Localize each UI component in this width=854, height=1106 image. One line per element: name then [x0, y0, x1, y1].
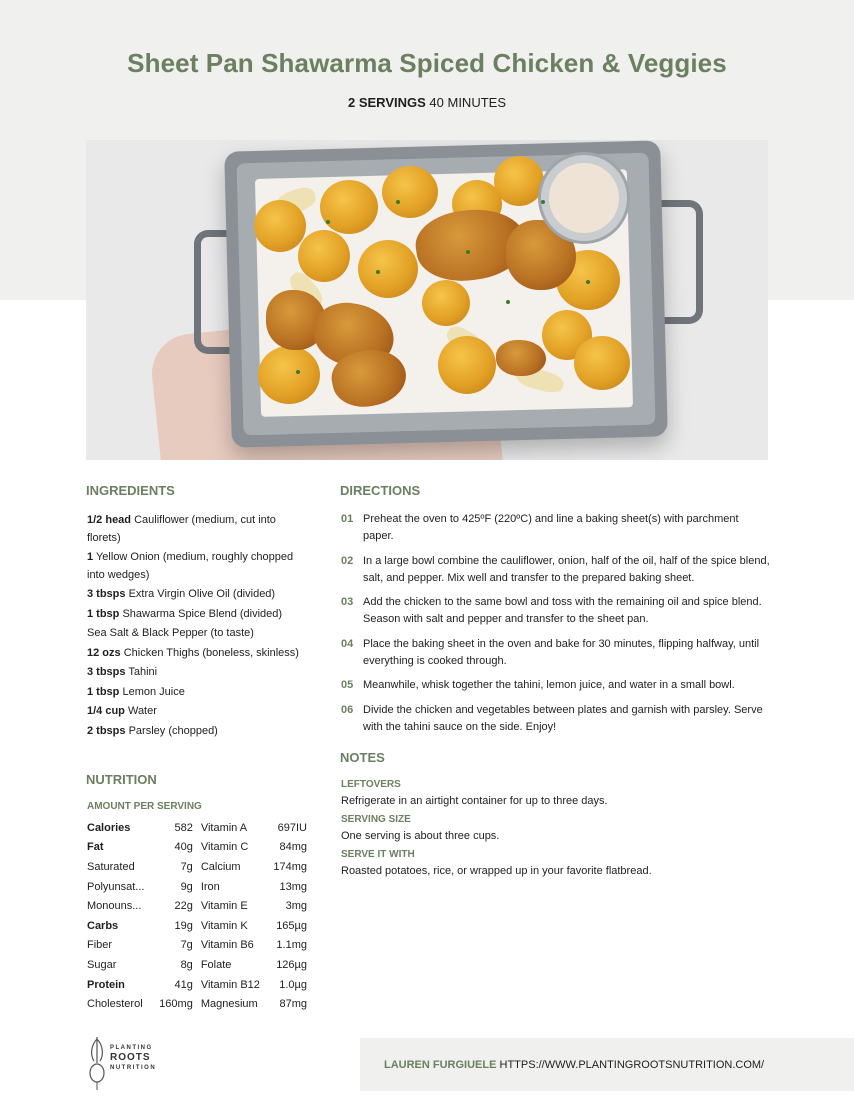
nutrition-row	[87, 838, 307, 858]
nutrient-name: Carbs	[87, 919, 119, 932]
parsley	[376, 270, 380, 274]
step-text: Preheat the oven to 425ºF (220ºC) and line a baking sheet(s) with parchment paper.	[363, 513, 739, 542]
ingredient-amount: 1 tbsp	[87, 607, 120, 620]
vitamin-name: Vitamin B6	[200, 939, 254, 952]
step-number: 05	[341, 679, 354, 691]
nutrient-value: 40g	[174, 841, 193, 854]
ingredient-amount: 3 tbsps	[87, 666, 126, 678]
vitamin-name: Folate	[200, 958, 232, 971]
vitamin-value: 13mg	[279, 880, 307, 893]
note-label: SERVING SIZE	[341, 814, 411, 825]
ingredient-item	[87, 664, 307, 682]
step-number: 01	[341, 513, 354, 525]
direction-step	[341, 702, 771, 736]
cauliflower-floret	[298, 230, 350, 282]
ingredient-amount: 1 tbsp	[87, 685, 120, 698]
nutrient-value: 7g	[180, 939, 193, 952]
direction-step	[341, 594, 771, 628]
ingredient-name: Sea Salt & Black Pepper (to taste)	[87, 627, 254, 639]
nutrition-row	[87, 857, 307, 877]
cauliflower-floret	[358, 240, 418, 298]
vitamin-value: 165µg	[276, 919, 307, 932]
vitamin-value: 126µg	[276, 958, 307, 971]
recipe-photo	[86, 140, 768, 460]
parsley	[326, 220, 330, 224]
nutrient-value: 8g	[180, 958, 193, 971]
notes-list	[341, 778, 771, 883]
ingredient-name: Cauliflower (medium, cut into florets)	[87, 514, 276, 544]
nutrient-name: Monouns...	[87, 900, 142, 913]
nutrient-name: Fiber	[87, 939, 113, 952]
cook-time: 40 MINUTES	[429, 95, 506, 110]
step-text: Add the chicken to the same bowl and toss with the remaining oil and spice blend. Season with salt and pepper and transfer to the sheet pan.	[363, 596, 762, 625]
note-text: Roasted potatoes, rice, or wrapped up in your favorite flatbread.	[341, 865, 652, 877]
recipe-title: Sheet Pan Shawarma Spiced Chicken & Veggies	[127, 48, 727, 78]
ingredient-name: Chicken Thighs (boneless, skinless)	[123, 646, 299, 659]
nutrient-value: 9g	[180, 880, 193, 893]
parsley	[396, 200, 400, 204]
parsley	[586, 280, 590, 284]
ingredient-item	[87, 606, 307, 624]
author-name: LAUREN FURGIUELE	[384, 1059, 497, 1071]
vitamin-value: 1.1mg	[276, 939, 307, 952]
parsley	[541, 200, 545, 204]
note-text: Refrigerate in an airtight container for up to three days.	[341, 795, 608, 807]
ingredient-amount: 3 tbsps	[87, 588, 126, 600]
logo-line-3: NUTRITION	[110, 1065, 157, 1071]
cauliflower-floret	[258, 346, 320, 404]
vitamin-name: Vitamin A	[200, 821, 248, 834]
directions-list	[341, 511, 771, 743]
recipe-meta	[0, 95, 854, 110]
ingredients-list	[87, 512, 307, 742]
cauliflower-floret	[382, 166, 438, 218]
ingredient-item	[87, 645, 307, 663]
ingredients-heading: INGREDIENTS	[86, 483, 175, 498]
cauliflower-floret	[438, 336, 496, 394]
nutrient-value: 41g	[174, 978, 193, 991]
nutrient-value: 19g	[174, 919, 193, 932]
vitamin-value: 697IU	[277, 821, 307, 834]
note-text: One serving is about three cups.	[341, 830, 500, 842]
step-text: Meanwhile, whisk together the tahini, lemon juice, and water in a small bowl.	[363, 679, 735, 691]
ingredient-item	[87, 512, 307, 547]
parsley	[296, 370, 300, 374]
parsley	[466, 250, 470, 254]
step-number: 06	[341, 703, 354, 716]
vitamin-name: Vitamin B12	[200, 978, 260, 991]
logo-line-1: PLANTING	[110, 1045, 153, 1051]
vitamin-name: Vitamin K	[200, 919, 248, 932]
nutrient-value: 22g	[174, 900, 193, 913]
note-label: SERVE IT WITH	[341, 849, 415, 860]
nutrition-subheading: AMOUNT PER SERVING	[87, 801, 202, 812]
website-link[interactable]: HTTPS://WWW.PLANTINGROOTSNUTRITION.COM/	[499, 1059, 765, 1071]
vitamin-value: 84mg	[279, 841, 307, 854]
nutrition-row	[87, 955, 307, 975]
nutrient-value: 160mg	[159, 998, 193, 1011]
cauliflower-floret	[494, 156, 544, 206]
nutrition-row	[87, 818, 307, 838]
nutrient-value: 7g	[180, 860, 193, 873]
step-number: 04	[341, 637, 354, 650]
vitamin-value: 1.0µg	[279, 978, 307, 991]
nutrition-row	[87, 916, 307, 936]
cauliflower-floret	[254, 200, 306, 252]
chicken-thigh	[496, 340, 546, 376]
nutrient-name: Protein	[87, 978, 125, 991]
nutrient-name: Calories	[87, 821, 131, 834]
ingredient-item	[87, 703, 307, 721]
ingredient-name: Parsley (chopped)	[128, 724, 218, 737]
logo-wordmark	[110, 1043, 156, 1073]
nutrient-name: Polyunsat...	[87, 880, 145, 893]
direction-step	[341, 553, 771, 587]
direction-step	[341, 636, 771, 670]
radish-icon	[86, 1035, 108, 1091]
vitamin-name: Vitamin E	[200, 900, 248, 913]
vitamin-name: Iron	[200, 880, 220, 893]
ingredient-name: Water	[127, 705, 157, 717]
note-label: LEFTOVERS	[341, 779, 401, 790]
vitamin-name: Calcium	[200, 860, 241, 873]
servings: 2 SERVINGS	[348, 95, 426, 110]
nutrient-value: 582	[174, 821, 193, 834]
nutrition-heading: NUTRITION	[86, 772, 157, 787]
ingredient-name: Lemon Juice	[122, 685, 185, 698]
vitamin-name: Magnesium	[200, 998, 258, 1011]
ingredient-name: Shawarma Spice Blend (divided)	[122, 607, 283, 620]
tahini-bowl	[538, 152, 630, 244]
nutrient-name: Sugar	[87, 958, 117, 971]
vitamin-value: 87mg	[279, 998, 307, 1011]
nutrition-row	[87, 896, 307, 916]
planting-roots-logo	[86, 1035, 166, 1091]
nutrition-row	[87, 936, 307, 956]
ingredient-item	[87, 684, 307, 702]
ingredient-item	[87, 625, 307, 643]
ingredient-amount: 1/4 cup	[87, 705, 125, 717]
direction-step	[341, 677, 771, 694]
ingredient-amount: 1/2 head	[87, 514, 132, 526]
ingredient-item	[87, 723, 307, 741]
step-text: Divide the chicken and vegetables between plates and garnish with parsley. Serve with the tahini sauce on the side. Enjoy!	[363, 703, 763, 733]
nutrition-row	[87, 994, 307, 1014]
logo-line-2: ROOTS	[110, 1052, 151, 1063]
ingredient-item	[87, 549, 307, 584]
cauliflower-floret	[320, 180, 378, 234]
cauliflower-floret	[574, 336, 630, 390]
ingredient-amount: 12 ozs	[87, 646, 121, 659]
parsley	[506, 300, 510, 304]
nutrition-row	[87, 877, 307, 897]
ingredient-amount: 2 tbsps	[87, 724, 126, 737]
step-number: 03	[341, 596, 354, 608]
nutrient-name: Cholesterol	[87, 998, 143, 1011]
step-text: In a large bowl combine the cauliflower, onion, half of the oil, half of the spice blend, salt, and pepper. Mix well and transfer to the prepared baking sheet.	[363, 554, 770, 584]
vitamin-name: Vitamin C	[200, 841, 249, 854]
step-text: Place the baking sheet in the oven and bake for 30 minutes, flipping halfway, until everything is cooked through.	[363, 637, 760, 667]
nutrition-table	[87, 818, 307, 1014]
ingredient-name: Yellow Onion (medium, roughly chopped into wedges)	[87, 551, 294, 581]
tahini-sauce	[549, 163, 619, 233]
direction-step	[341, 511, 771, 545]
vitamin-value: 174mg	[273, 860, 307, 873]
directions-heading: DIRECTIONS	[340, 483, 421, 498]
ingredient-name: Extra Virgin Olive Oil (divided)	[128, 588, 276, 600]
cauliflower-floret	[422, 280, 470, 326]
nutrition-row	[87, 975, 307, 995]
ingredient-amount: 1	[87, 551, 94, 563]
nutrient-name: Saturated	[87, 860, 135, 873]
ingredient-name: Tahini	[128, 666, 158, 678]
step-number: 02	[341, 554, 354, 567]
footer	[384, 1059, 764, 1071]
vitamin-value: 3mg	[285, 900, 307, 913]
notes-heading: NOTES	[340, 750, 385, 765]
nutrient-name: Fat	[87, 841, 104, 854]
ingredient-item	[87, 586, 307, 604]
